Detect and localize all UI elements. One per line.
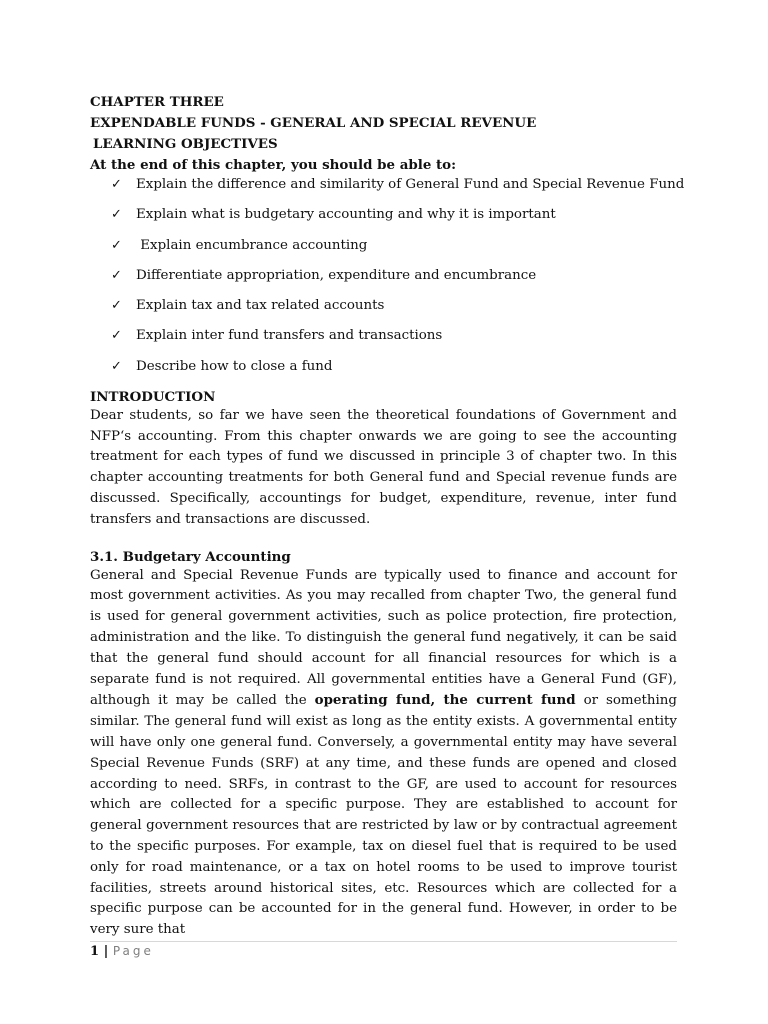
objective-item: [90, 206, 677, 224]
checkmark-icon: ✓: [111, 267, 122, 283]
objective-item: [90, 267, 677, 285]
objective-item: [90, 297, 677, 315]
checkmark-icon: ✓: [111, 298, 122, 314]
checkmark-icon: ✓: [111, 237, 122, 253]
objective-text: Explain what is budgetary accounting and why it is important: [136, 207, 556, 223]
page-number: 1: [90, 944, 100, 959]
introduction-paragraph: Dear students, so far we have seen the theoretical foundations of Government and NFP‘s accounting. From this chapter onwards we are going to see the accounting treatment for each types of fund we discussed in principle 3 of chapter two. In this chapter accounting treatments for both General fund and Special revenue funds are discussed. Specifically, accountings for budget, expenditure, revenue, inter fund transfers and transactions are discussed.: [90, 407, 677, 527]
objective-text: Explain the difference and similarity of General Fund and Special Revenue Fund: [136, 177, 685, 192]
objective-item: [90, 327, 677, 345]
objective-item: [90, 237, 677, 255]
bold-term: operating fund, the current fund: [314, 692, 576, 709]
budgetary-accounting-heading: 3.1. Budgetary Accounting: [90, 548, 291, 565]
paragraph-text: General and Special Revenue Funds are typically used to finance and account for most government activities. As you may recalled from chapter Two, the general fund is used for general government activities, such as police protection, fire protection, administration and the like. To distinguish the general fund negatively, it can be said that the general fund should account for all financial resources for which is a separate fund is not required. All governmental entities have a General Fund (GF), although it may be called the: [90, 567, 677, 709]
objectives-list: [90, 176, 685, 376]
budgetary-accounting-paragraph: [90, 566, 678, 938]
page-content: [90, 92, 685, 938]
objective-text: Describe how to close a fund: [136, 358, 333, 374]
chapter-subtitle: EXPENDABLE FUNDS - GENERAL AND SPECIAL REVENUE: [90, 115, 537, 131]
objective-item: [90, 176, 685, 194]
checkmark-icon: ✓: [111, 358, 122, 374]
checkmark-icon: ✓: [111, 177, 122, 192]
objectives-heading: LEARNING OBJECTIVES: [93, 136, 278, 152]
checkmark-icon: ✓: [111, 207, 122, 223]
page-separator: |: [103, 944, 109, 959]
page-footer: [90, 941, 677, 959]
checkmark-icon: ✓: [111, 328, 122, 344]
objective-text: Explain encumbrance accounting: [136, 237, 368, 253]
page-word: Page: [112, 944, 154, 958]
objective-text: Explain tax and tax related accounts: [136, 298, 385, 314]
introduction-heading: INTRODUCTION: [90, 388, 216, 405]
paragraph-text: or something similar. The general fund will exist as long as the entity exists. A governmental entity will have only one general fund. Conversely, a governmental entity may have several Special Revenue Funds (SRF) at any time, and these funds are opened and closed according to need. SRFs, in contrast to the GF, are used to account for resources which are collected for a specific purpose. They are established to account for general government resources that are restricted by law or by contractual agreement to the specific purposes. For example, tax on diesel fuel that is required to be used only for road maintenance, or a tax on hotel rooms to be used to improve tourist facilities, streets around historical sites, etc. Resources which are collected for a specific purpose can be accounted for in the general fund. However, in order to be very sure that: [90, 693, 678, 938]
objective-item: [90, 358, 677, 376]
objectives-intro: At the end of this chapter, you should be able to:: [90, 157, 457, 173]
chapter-title: CHAPTER THREE: [90, 94, 224, 110]
objective-text: Differentiate appropriation, expenditure and encumbrance: [136, 267, 537, 283]
page-number-label: [90, 944, 154, 959]
objective-text: Explain inter fund transfers and transactions: [136, 328, 443, 344]
